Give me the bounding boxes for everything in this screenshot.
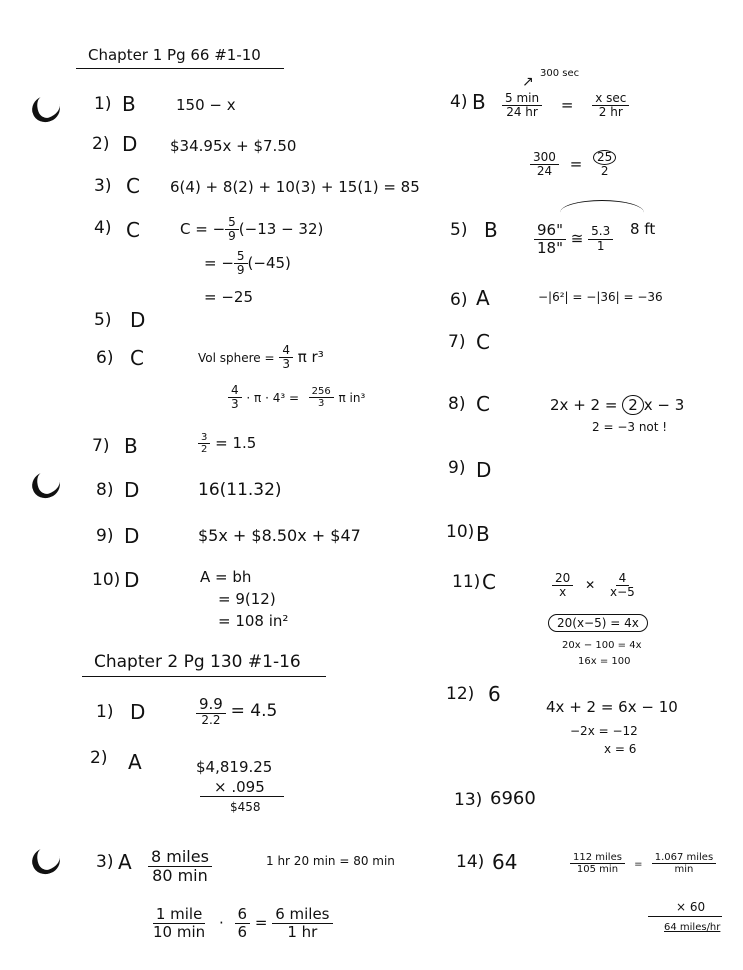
circled-equation: 20(x−5) = 4x [548, 614, 648, 632]
answer-choice: A [128, 750, 142, 774]
chapter1-heading-underline [76, 68, 284, 69]
answer-choice: B [484, 218, 498, 242]
work-line: −2x = −12 [570, 724, 638, 738]
work-text: (−45) [247, 254, 291, 273]
question-number: 3) [94, 176, 112, 196]
work-line: $458 [230, 800, 261, 814]
arrow-icon: ↗ [522, 74, 534, 90]
question-number: 10) [92, 570, 121, 590]
work-text: = 1.5 [215, 434, 257, 452]
answer-choice: C [126, 174, 140, 198]
chapter2-heading-underline [82, 676, 326, 677]
work-line: 1 hr 20 min = 80 min [266, 854, 395, 868]
fraction: $\frac{9.9}{2.2}$ [196, 696, 226, 727]
answer-choice: B [124, 434, 138, 458]
fraction: $\frac{4}{3}$ [228, 384, 242, 411]
answer-choice: D [130, 700, 146, 724]
work-line: $4,819.25 [196, 758, 273, 776]
question-number: 12) [446, 684, 475, 704]
binder-hole-mark [28, 468, 63, 502]
answer-choice: D [122, 132, 138, 156]
work-text: = 4.5 [230, 700, 278, 721]
work-line: A = bh [200, 568, 252, 586]
fraction: $\frac{20}{x}$ [552, 572, 573, 599]
question-number: 5) [94, 310, 112, 330]
work-text: = [254, 913, 268, 932]
work-line: 6(4) + 8(2) + 10(3) + 15(1) = 85 [170, 178, 420, 196]
question-number: 1) [96, 702, 114, 722]
work-line [570, 852, 716, 875]
answer-choice: 64 [492, 850, 518, 874]
work-text: (−13 − 32) [238, 220, 324, 239]
work-line: 64 miles/hr [664, 922, 721, 933]
work-line: 20x − 100 = 4x [562, 640, 642, 651]
work-text: = [569, 154, 583, 173]
answer-choice: 6960 [490, 788, 536, 809]
answer-choice: C [476, 392, 490, 416]
work-line [228, 384, 365, 411]
fraction: $\frac{5.3}{1}$ [588, 225, 613, 252]
answer-choice: B [472, 90, 486, 114]
work-text: ≅ [570, 229, 584, 248]
question-number: 10) [446, 522, 475, 542]
chapter1-heading: Chapter 1 Pg 66 #1-10 [88, 46, 261, 64]
work-text: π r³ [297, 348, 324, 367]
answer-choice: D [130, 308, 146, 332]
fraction: $\frac{6}{6}$ [235, 906, 251, 940]
question-number: 8) [96, 480, 114, 500]
question-number: 9) [448, 458, 466, 478]
fraction: $\frac{300}{24}$ [530, 151, 559, 178]
chapter2-heading: Chapter 2 Pg 130 #1-16 [94, 652, 301, 672]
answer-choice: D [476, 458, 492, 482]
fraction: $\frac{\text{x sec}}{2 hr}$ [592, 92, 629, 119]
work-line: −|6²| = −|36| = −36 [538, 290, 663, 304]
work-line [530, 150, 616, 178]
work-line: 4x + 2 = 6x − 10 [546, 698, 678, 716]
multiplication-line [648, 916, 722, 917]
fraction: $\frac{\text{8 miles}}{80 \min}$ [148, 848, 212, 884]
question-number: 5) [450, 220, 468, 240]
work-text: = − [204, 254, 234, 273]
work-line: 150 − x [176, 96, 236, 114]
answer-choice: D [124, 524, 140, 548]
fraction: $\frac{25}{2}$ [593, 150, 616, 178]
fraction: $\frac{\text{112 miles}}{105 \min}$ [570, 852, 625, 875]
question-number: 13) [454, 790, 483, 810]
curved-arrow-icon [560, 200, 644, 225]
answer-choice: A [118, 850, 132, 874]
work-line [550, 396, 684, 414]
fraction: $\frac{\text{1 mile}}{10 \min}$ [153, 905, 206, 941]
answer-choice: 6 [488, 682, 501, 706]
answer-choice: C [476, 330, 490, 354]
binder-hole-mark [28, 844, 63, 878]
work-text: Vol sphere = [198, 351, 275, 366]
annotation: 300 sec [540, 68, 580, 79]
answer-choice: B [476, 522, 490, 546]
work-line: 2 = −3 not ! [592, 420, 668, 434]
binder-hole-mark [28, 92, 63, 126]
work-line [150, 906, 333, 940]
work-line: × 60 [676, 900, 706, 914]
work-line [534, 222, 613, 256]
work-text: · [218, 913, 224, 932]
fraction: $\frac{5}{9}$ [225, 216, 239, 243]
work-line [502, 92, 629, 119]
answer-choice: C [130, 346, 144, 370]
work-text: π in³ [338, 391, 366, 406]
question-number: 1) [94, 94, 112, 114]
work-line: 16(11.32) [198, 480, 282, 500]
work-line: $34.95x + $7.50 [170, 137, 297, 155]
work-line [196, 696, 277, 727]
answer-choice: B [122, 92, 136, 116]
cross-multiply-icon: ✕ [585, 578, 596, 593]
fraction: $\frac{256}{3}$ [309, 386, 334, 409]
work-line [198, 344, 324, 371]
work-line [180, 216, 323, 243]
work-line: $5x + $8.50x + $47 [198, 526, 361, 545]
work-line: = −25 [204, 288, 253, 306]
question-number: 6) [96, 348, 114, 368]
fraction: $\frac{96"}{18"}$ [534, 222, 566, 256]
work-line: = 9(12) [218, 590, 276, 608]
work-text: = [634, 858, 643, 870]
question-number: 2) [90, 748, 108, 768]
work-line [204, 250, 291, 277]
question-number: 4) [94, 218, 112, 238]
work-line [148, 848, 212, 884]
fraction: $\frac{5 \min}{24 hr}$ [502, 92, 542, 119]
question-number: 8) [448, 394, 466, 414]
work-text: · π · 4³ = [246, 391, 300, 406]
work-line: 16x = 100 [578, 656, 631, 667]
answer-choice: D [124, 478, 140, 502]
fraction: $\frac{3}{2}$ [198, 432, 210, 455]
work-line: = 108 in² [218, 612, 289, 630]
fraction: $\frac{\text{1.067 miles}}{\min}$ [652, 852, 716, 875]
work-text: C = − [180, 220, 226, 239]
question-number: 4) [450, 92, 468, 112]
work-text: 2x + 2 = [550, 396, 623, 414]
question-number: 7) [92, 436, 110, 456]
answer-choice: A [476, 286, 490, 310]
work-text: = [560, 96, 574, 115]
question-number: 2) [92, 134, 110, 154]
question-number: 6) [450, 290, 468, 310]
answer-choice: C [482, 570, 496, 594]
question-number: 7) [448, 332, 466, 352]
multiplication-line [200, 796, 284, 797]
answer-choice: C [126, 218, 140, 242]
fraction: $\frac{\text{6 miles}}{1 hr}$ [272, 906, 332, 940]
work-line: × .095 [214, 778, 265, 796]
answer-choice: D [124, 568, 140, 592]
question-number: 11) [452, 572, 481, 592]
fraction: $\frac{4}{3}$ [279, 344, 293, 371]
fraction: $\frac{4}{x-5}$ [610, 571, 635, 600]
question-number: 9) [96, 526, 114, 546]
work-line: 8 ft [630, 220, 656, 238]
question-number: 14) [456, 852, 485, 872]
question-number: 3) [96, 852, 114, 872]
work-line [198, 432, 256, 455]
circled-value: 2 [622, 395, 644, 415]
work-text: x − 3 [643, 396, 685, 414]
work-line [552, 572, 638, 599]
fraction: $\frac{5}{9}$ [234, 250, 248, 277]
work-line: x = 6 [604, 742, 637, 756]
